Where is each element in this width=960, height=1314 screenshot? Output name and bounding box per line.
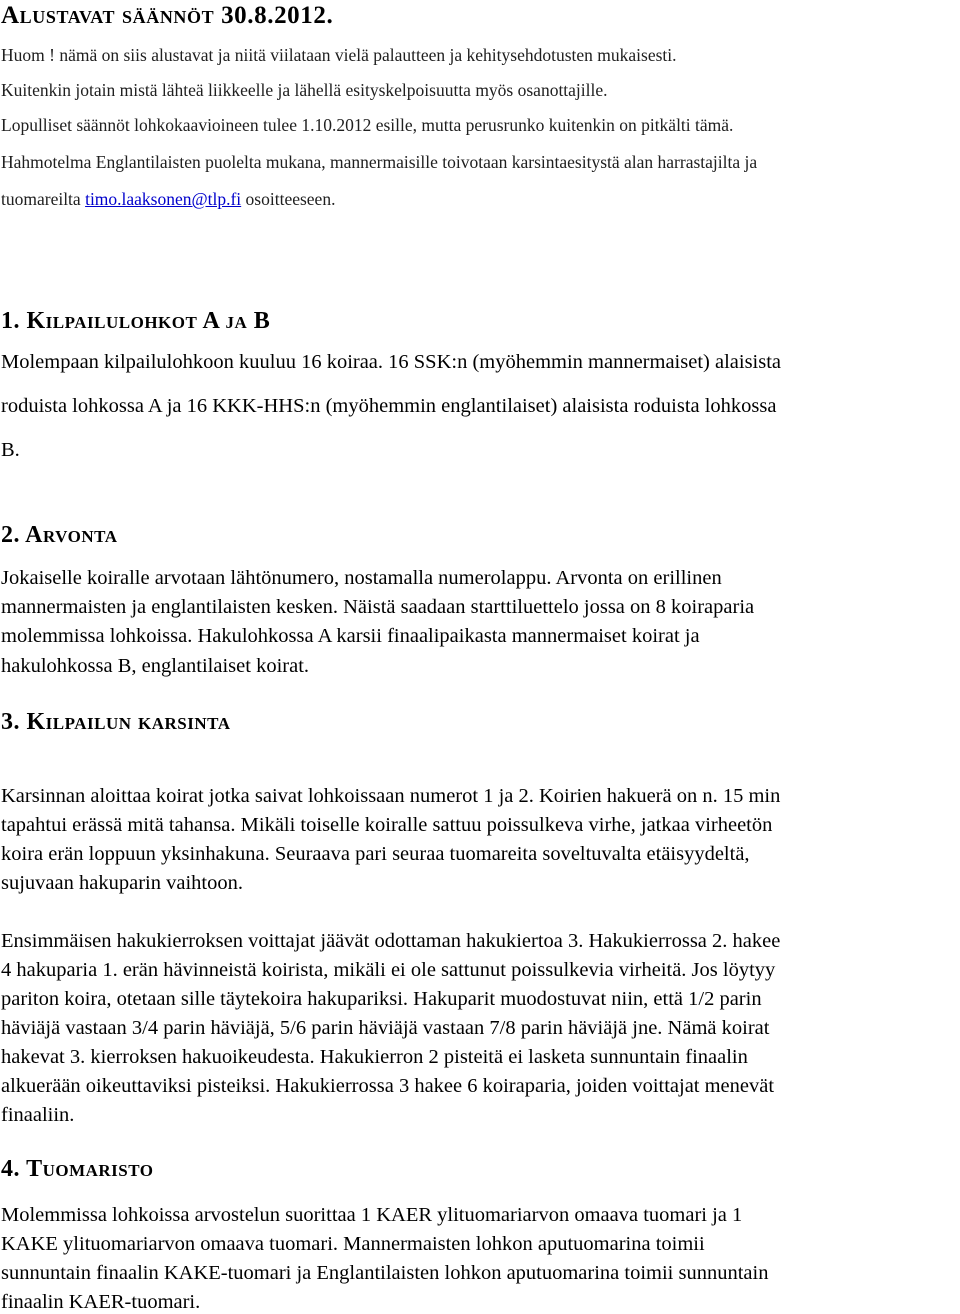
section-1-line-3: B.: [1, 439, 20, 461]
email-link[interactable]: timo.laaksonen@tlp.fi: [85, 189, 242, 209]
document-title: Alustavat säännöt 30.8.2012.: [1, 2, 334, 29]
intro-line-5: [1, 189, 335, 210]
section-2-heading: 2. Arvonta: [1, 522, 118, 548]
section-3-para-2-line-7: finaaliin.: [1, 1104, 75, 1126]
section-1-line-1: Molempaan kilpailulohkoon kuuluu 16 koiraa. 16 SSK:n (myöhemmin mannermaiset) alaisista: [1, 351, 782, 373]
section-3-para-2-line-4: häviäjä vastaan 3/4 parin häviäjä, 5/6 parin häviäjä vastaan 7/8 parin häviäjä jne. Nämä koirat: [1, 1017, 770, 1039]
intro-line-5-suffix: osoitteeseen.: [241, 189, 336, 209]
intro-line-4: Hahmotelma Englantilaisten puolelta mukana, mannermaisille toivotaan karsintaesitystä alan harrastajilta ja: [1, 152, 758, 172]
intro-line-1: Huom ! nämä on siis alustavat ja niitä viilataan vielä palautteen ja kehitysehdotusten mukaisesti.: [1, 45, 677, 65]
intro-line-2: Kuitenkin jotain mistä lähteä liikkeelle ja lähellä esityskelpoisuutta myös osanottajille.: [1, 80, 608, 100]
section-3-para-1-line-2: tapahtui erässä mitä tahansa. Mikäli toiselle koiralle sattuu poissulkeva virhe, jatkaa virheetön: [1, 814, 773, 836]
section-3-para-2-line-6: alkuerään oikeuttaviksi pisteiksi. Hakukierrossa 3 hakee 6 koiraparia, joiden voittajat menevät: [1, 1075, 775, 1097]
section-2-line-1: Jokaiselle koiralle arvotaan lähtönumero, nostamalla numerolappu. Arvonta on erillinen: [1, 567, 722, 589]
section-3-para-1-line-3: koira erän loppuun yksinhakuna. Seuraava pari seuraa tuomareita soveltuvalta etäisyydeltä,: [1, 843, 750, 865]
section-2-line-4: hakulohkossa B, englantilaiset koirat.: [1, 655, 310, 677]
intro-line-5-prefix: tuomareilta: [1, 189, 86, 209]
section-3-para-2-line-3: pariton koira, otetaan sille täytekoira hakupariksi. Hakuparit muodostuvat niin, että 1/2 parin: [1, 988, 762, 1010]
section-1-heading: 1. Kilpailulohkot A ja B: [1, 308, 271, 334]
section-4-line-4: finaalin KAER-tuomari.: [1, 1291, 201, 1313]
intro-line-3: Lopulliset säännöt lohkokaavioineen tulee 1.10.2012 esille, mutta perusrunko kuitenkin on pitkälti tämä.: [1, 115, 734, 135]
section-4-line-1: Molemmissa lohkoissa arvostelun suorittaa 1 KAER ylituomariarvon omaava tuomari ja 1: [1, 1204, 743, 1226]
section-3-para-2-line-5: hakevat 3. kierroksen hakuoikeudesta. Hakukierron 2 pisteitä ei lasketa sunnuntain finaalin: [1, 1046, 748, 1068]
section-3-para-1-line-1: Karsinnan aloittaa koirat jotka saivat lohkoissaan numerot 1 ja 2. Koirien hakuerä on n. 15 min: [1, 785, 781, 807]
section-4-line-3: sunnuntain finaalin KAKE-tuomari ja Englantilaisten lohkon aputuomarina toimii sunnuntain: [1, 1262, 769, 1284]
section-3-heading: 3. Kilpailun karsinta: [1, 709, 231, 735]
section-4-heading: 4. Tuomaristo: [1, 1156, 154, 1182]
section-4-line-2: KAKE ylituomariarvon omaava tuomari. Mannermaisten lohkon aputuomarina toimii: [1, 1233, 705, 1255]
section-2-line-2: mannermaisten ja englantilaisten kesken. Näistä saadaan starttiluettelo jossa on 8 koiraparia: [1, 596, 755, 618]
section-3-para-2-line-1: Ensimmäisen hakukierroksen voittajat jäävät odottaman hakukiertoa 3. Hakukierrossa 2. hakee: [1, 930, 781, 952]
section-2-line-3: molemmissa lohkoissa. Hakulohkossa A karsii finaalipaikasta mannermaiset koirat ja: [1, 625, 700, 647]
section-3-para-2-line-2: 4 hakuparia 1. erän hävinneistä koirista, mikäli ei ole sattunut poissulkevia virheitä. Jos löytyy: [1, 959, 776, 981]
section-1-line-2: roduista lohkossa A ja 16 KKK-HHS:n (myöhemmin englantilaiset) alaisista roduista lohkossa: [1, 395, 777, 417]
section-3-para-1-line-4: sujuvaan hakuparin vaihtoon.: [1, 872, 243, 894]
